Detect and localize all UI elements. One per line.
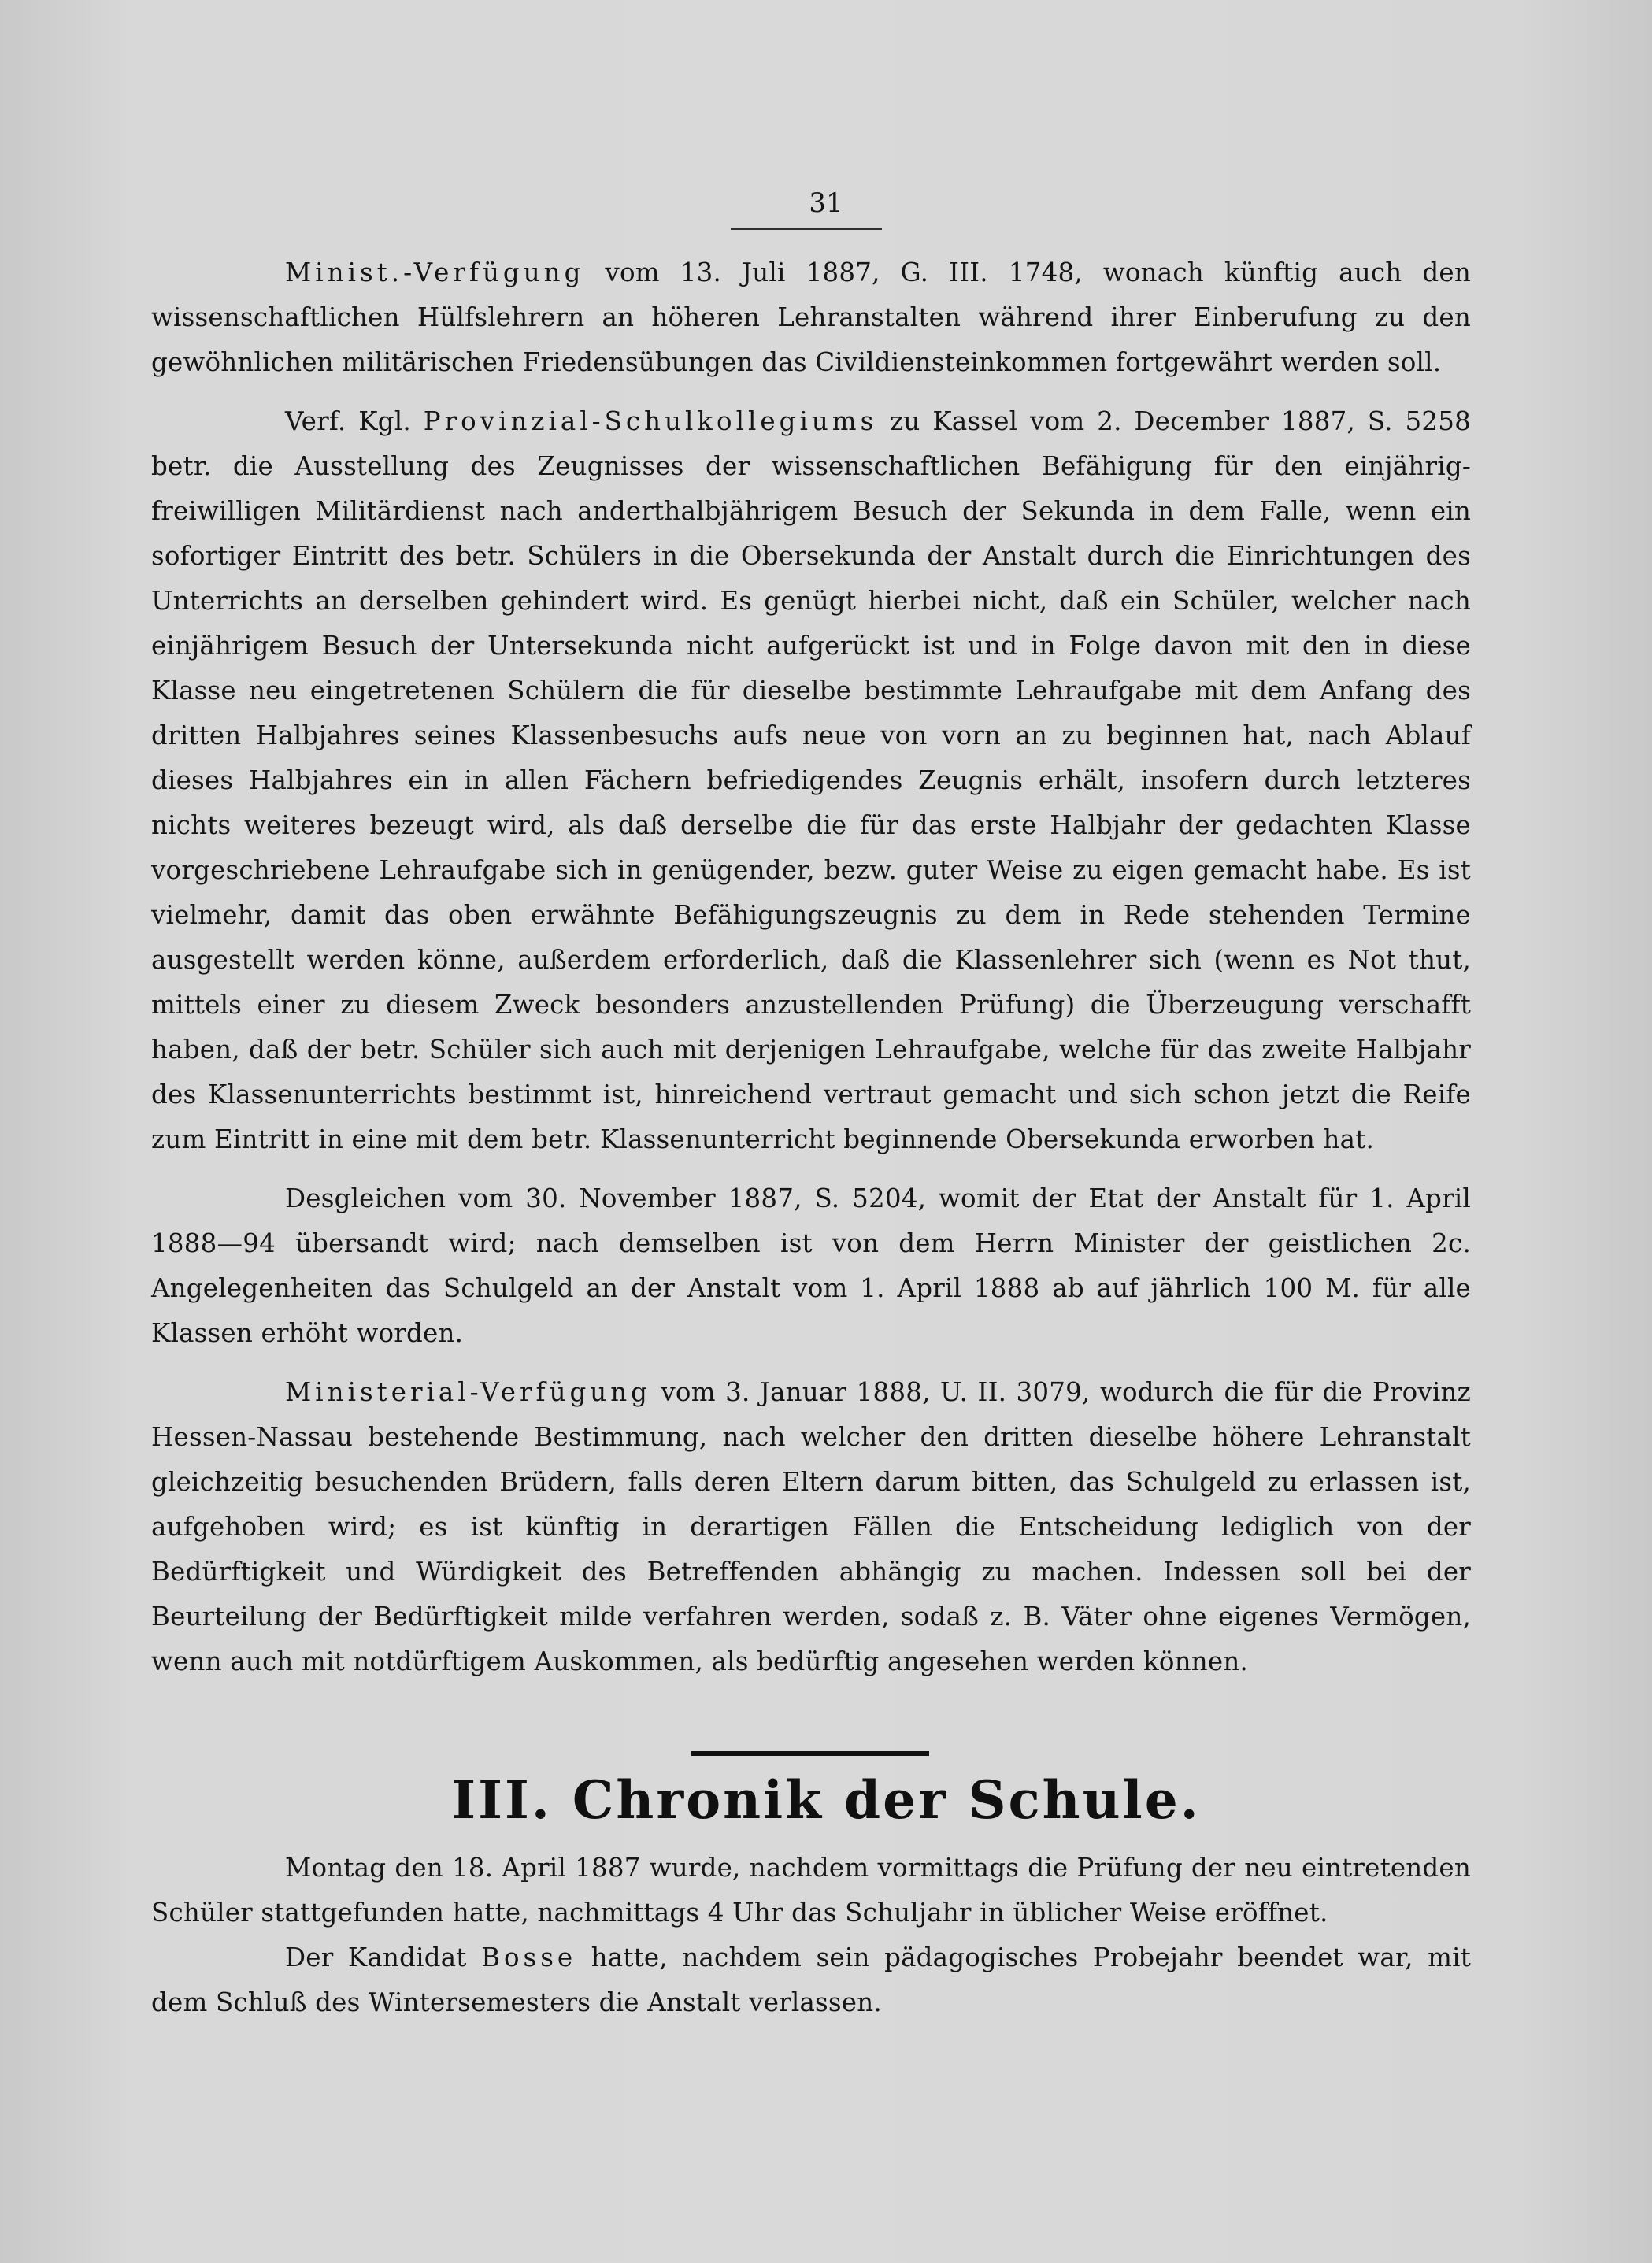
chronicle-section (151, 1846, 1471, 2025)
page-number-rule (731, 228, 882, 230)
paragraph-2-text: zu Kassel vom 2. December 1887, S. 5258 betr. die Ausstellung des Zeugnisses der wissenschaftlichen Befähigung für den einjährig-freiwilligen Militärdienst nach anderthalbjährigem Besuch der Sekunda in dem Falle, wenn ein sofortiger Eintritt des betr. Schülers in die Obersekunda der Anstalt durch die Einrichtungen des Unterrichts an derselben gehindert wird. Es genügt hierbei nicht, daß ein Schüler, welcher nach einjährigem Besuch der Untersekunda nicht aufgerückt ist und in Folge davon mit den in diese Klasse neu eingetretenen Schülern die für dieselbe bestimmte Lehraufgabe mit dem Anfang des dritten Halbjahres seines Klassenbesuchs aufs neue von vorn an zu beginnen hat, nach Ablauf dieses Halbjahres ein in allen Fächern befriedigendes Zeugnis erhält, insofern durch letzteres nichts weiteres bezeugt wird, als daß derselbe die für das erste Halbjahr der gedachten Klasse vorgeschriebene Lehraufgabe sich in genügender, bezw. guter Weise zu eigen gemacht habe. Es ist vielmehr, damit das oben erwähnte Befähigungszeugnis zu dem in Rede stehenden Termine ausgestellt werden könne, außerdem erforderlich, daß die Klassenlehrer sich (wenn es Not thut, mittels einer zu diesem Zweck besonders anzustellenden Prüfung) die Überzeugung verschafft haben, daß der betr. Schüler sich auch mit derjenigen Lehraufgabe, welche für das zweite Halbjahr des Klassenunterrichts bestimmt ist, hinreichend vertraut gemacht und sich schon jetzt die Reife zum Eintritt in eine mit dem betr. Klassenunterricht beginnende Obersekunda erworben hat. (151, 406, 1471, 1154)
paragraph-2-spaced-lead: Provinzial-Schulkollegiums (423, 406, 878, 436)
page-number: 31 (809, 187, 843, 219)
regulations-section (151, 250, 1471, 1684)
paragraph-minist-verfuegung (151, 250, 1471, 385)
chronicle-2-spaced-name: Bosse (481, 1943, 577, 1972)
section-divider (691, 1751, 929, 1756)
paragraph-ministerial-verfuegung (151, 1370, 1471, 1684)
chronicle-paragraph (151, 1935, 1471, 2025)
paragraph-3-text: Desgleichen vom 30. November 1887, S. 5204, womit der Etat der Anstalt für 1. April 1888—94 übersandt wird; nach demselben ist von dem Herrn Minister der geistlichen 2c. Angelegenheiten das Schulgeld an der Anstalt vom 1. April 1888 ab auf jährlich 100 M. für alle Klassen erhöht worden. (151, 1183, 1471, 1348)
chronicle-2-before: Der Kandidat (285, 1943, 482, 1972)
paragraph-desgleichen (151, 1176, 1471, 1356)
paragraph-4-text: vom 3. Januar 1888, U. II. 3079, wodurch die für die Provinz Hessen-Nassau bestehende Bestimmung, nach welcher den dritten dieselbe höhere Lehranstalt gleichzeitig besuchenden Brüdern, falls deren Eltern darum bitten, das Schulgeld zu erlassen ist, aufgehoben wird; es ist künftig in derartigen Fällen die Entscheidung lediglich von der Bedürftigkeit und Würdigkeit des Betreffenden abhängig zu machen. Indessen soll bei der Beurteilung der Bedürftigkeit milde verfahren werden, sodaß z. B. Väter ohne eigenes Vermögen, wenn auch mit notdürftigem Auskommen, als bedürftig angesehen werden können. (151, 1377, 1471, 1676)
paragraph-4-spaced-lead: Ministerial-Verfügung (285, 1377, 651, 1407)
chronicle-1-text: Montag den 18. April 1887 wurde, nachdem vormittags die Prüfung der neu eintretenden Schüler stattgefunden hatte, nachmittags 4 Uhr das Schuljahr in üblicher Weise eröffnet. (151, 1853, 1471, 1928)
paragraph-1-text: vom 13. Juli 1887, G. III. 1748, wonach künftig auch den wissenschaftlichen Hülfslehrern an höheren Lehranstalten während ihrer Einberufung zu den gewöhnlichen militärischen Friedensübungen das Civildiensteinkommen fortgewährt werden soll. (151, 257, 1471, 377)
section-heading: III. Chronik der Schule. (451, 1769, 1201, 1831)
paragraph-1-spaced-lead: Minist.-Verfügung (285, 257, 585, 287)
chronicle-2-after: hatte, nachdem sein pädagogisches Probejahr beendet war, mit dem Schluß des Wintersemesters die Anstalt verlassen. (151, 1943, 1471, 2017)
paragraph-provinzial-schulkollegium (151, 399, 1471, 1162)
paragraph-2-prefix: Verf. Kgl. (285, 406, 424, 436)
chronicle-paragraph (151, 1846, 1471, 1935)
